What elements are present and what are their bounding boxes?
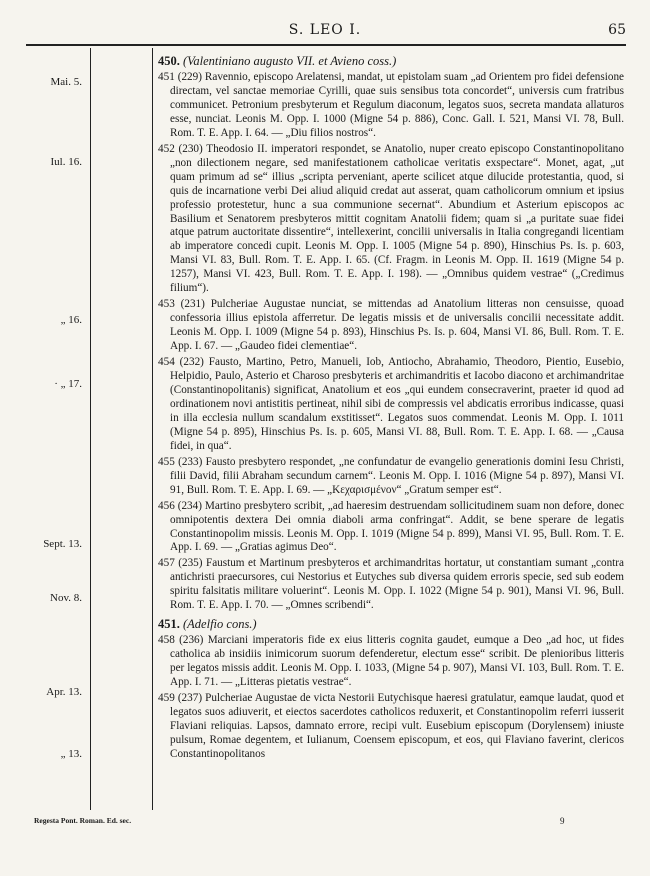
year-number: 450.: [158, 54, 180, 68]
page-number: 65: [608, 22, 626, 38]
regesta-body: [158, 52, 624, 764]
regest-entry: 455 (233) Fausto presbytero respondet, „ne confundatur de evangelio generationis domini Iesu Christi, filii David, filii Abraham secundum carnem“. Leonis M. Opp. I. 1016 (Migne 54 p. 897), Mansi VI. 91, Bull. Rom. T. E. App. I. 69. — „Κεχαρισμένον“ „Gratum semper est“.: [158, 455, 624, 496]
consuls-note: (Valentiniano augusto VII. et Avieno coss.): [183, 54, 397, 68]
margin-date: Apr. 13.: [46, 686, 82, 698]
regest-entry: 459 (237) Pulcheriae Augustae de victa Nestorii Eutychisque haeresi gratulatur, eamque laudat, quod et legatos suos adiuverit, et eiectos sacerdotes catholicos reduxerit, et Constantinopolim referri iusserit Flaviani reliquias. Lapsos, damnato errore, recipi vult. Eusebium episcopum (Dorylensem) iniuste pulsum, Romae degentem, et Iulianum, Coensem episcopum, et eos, qui Flaviano faverint, clericos Constantinopolitanos: [158, 692, 624, 760]
header-rule: [26, 44, 626, 46]
regest-entry: 458 (236) Marciani imperatoris fide ex eius litteris cognita gaudet, eumque a Deo „ad hoc, ut fides catholica ab insidiis inimicorum suorum defenderetur, electum esse“ scribit. De plenioribus litteris per legatos missis addit. Leonis M. Opp. I. 1033, (Migne 54 p. 907), Mansi VI. 103, Bull. Rom. T. E. App. I. 71. — „Litteras pietatis vestrae“.: [158, 634, 624, 689]
regest-entry: 453 (231) Pulcheriae Augustae nunciat, se mittendas ad Anatolium litteras non censuisse, quoad confessoria illius epistola afferretur. De legatis missis et de universalis concilii necessitate addit. Leonis M. Opp. I. 1009 (Migne 54 p. 893), Hinschius Ps. Is. p. 604, Mansi VI. 86, Bull. Rom. T. E. App. I. 67. — „Gaudeo fidei clementiae“.: [158, 298, 624, 353]
regest-entry: 456 (234) Martino presbytero scribit, „ad haeresim destruendam sollicitudinem suam non defore, donec omnipotentis dextera Dei omnia diaboli arma confringat“. Addit, se bene sperare de legatis Constantinopolim missis. Leonis M. Opp. I. 1019 (Migne 54 p. 899), Mansi VI. 95, Bull. Rom. T. E. App. I. 69. — „Gratias agimus Deo“.: [158, 499, 624, 554]
margin-date: · „ 17.: [54, 378, 82, 390]
margin-date: Mai. 5.: [50, 76, 82, 88]
signature-mark: 9: [560, 816, 565, 826]
running-title: S. LEO I.: [288, 22, 362, 38]
regest-entry: 451 (229) Ravennio, episcopo Arelatensi, mandat, ut epistolam suam „ad Orientem pro fidei defensione directam, vel sanctae memoriae Cyrilli, quae suis sensibus tota concordet“, universis cum fratribus communicet. Petronium presbyterum et Regulum diaconum, legatos suos, secreta mandata allaturos esse, nunciat. Leonis M. Opp. I. 1000 (Migne 54 p. 886), Conc. Gall. I. 521, Mansi VI. 78, Bull. Rom. T. E. App. I. 64. — „Diu filios nostros“.: [158, 71, 624, 139]
margin-date: Sept. 13.: [43, 538, 82, 550]
year-number: 451.: [158, 617, 180, 632]
consuls-note: (Adelfio cons.): [183, 617, 257, 632]
column-rule-right: [152, 48, 153, 810]
regest-entry: 454 (232) Fausto, Martino, Petro, Manueli, Iob, Antiocho, Abrahamio, Theodoro, Pientio, Eusebio, Helpidio, Paulo, Asterio et Charoso presbyteris et archimandritis et Iacobo diacono et archimandritae (Constantinopolitanis) significat, Anatolium et eos „qui eundem consecraverint, praeter id quod ad ordinationem novi antistitis pertineat, nihil sibi de compressis vel abdicatis erroribus indicasse, quasi in illa ecclesia nullum scandalum exstitisset“. Legatos suos commendat. Leonis M. Opp. I. 1011 (Migne 54 p. 895), Hinschius Ps. Is. p. 605, Mansi VI. 88, Bull. Rom. T. E. App. I. 68. — „Causa fidei, in qua“.: [158, 356, 624, 452]
margin-date: „ 13.: [60, 748, 82, 760]
regest-entry: 452 (230) Theodosio II. imperatori respondet, se Anatolio, nuper creato episcopo Constantinopolitano „non dilectionem negare, sed manifestationem catholicae veritatis exspectare“. Monet, agat, „ut quam primum ad se“ illius „scripta perveniant, aperte scilicet atque dilucide protestantia, quod, si quis de incarnatione verbi Dei aliud aliquid credat aut asserat, quam catholicorum omnium et ipsius professio protestetur, hunc a sua communione secernat“. Abundium et Asterium episcopos ac Basilium et Senatorem presbyteros mittit cognitam Anatolii fidem; quam si „a puritate suae fidei atque patrum auctoritate dissentire“, intellexerint, concilii universalis in Italia congregandi licentiam ab imperatore concedi cupit. Leonis M. Opp. I. 1005 (Migne 54 p. 890), Hinschius Ps. Is. p. 603, Mansi VI. 83, Bull. Rom. T. E. App. I. 65. (Cf. Fragm. in Leonis M. Opp. II. 1619 (Migne 54 p. 1257), Mansi VI. 423, Bull. Rom. T. E. App. I. 198). — „Omnibus quidem vestrae“ („Credimus filium“).: [158, 142, 624, 295]
year-heading: [158, 615, 624, 633]
column-rule-left: [90, 48, 91, 810]
margin-date: „ 16.: [60, 314, 82, 326]
margin-date: Nov. 8.: [50, 592, 82, 604]
regest-entry: 457 (235) Faustum et Martinum presbyteros et archimandritas hortatur, ut constantiam sumant „contra antichristi praecursores, cui Nestorius et Eutyches sub diversa quidem erroris specie, sed sub eodem spiritu falsitatis militare voluerint“. Leonis M. Opp. I. 1022 (Migne 54 p. 901), Mansi VI. 96, Bull. Rom. T. E. App. I. 70. — „Omnes scribendi“.: [158, 557, 624, 612]
year-heading: [158, 52, 624, 70]
footer-series: Regesta Pont. Roman. Ed. sec.: [34, 816, 132, 825]
margin-dates: [26, 52, 86, 812]
margin-date: Iul. 16.: [50, 156, 82, 168]
